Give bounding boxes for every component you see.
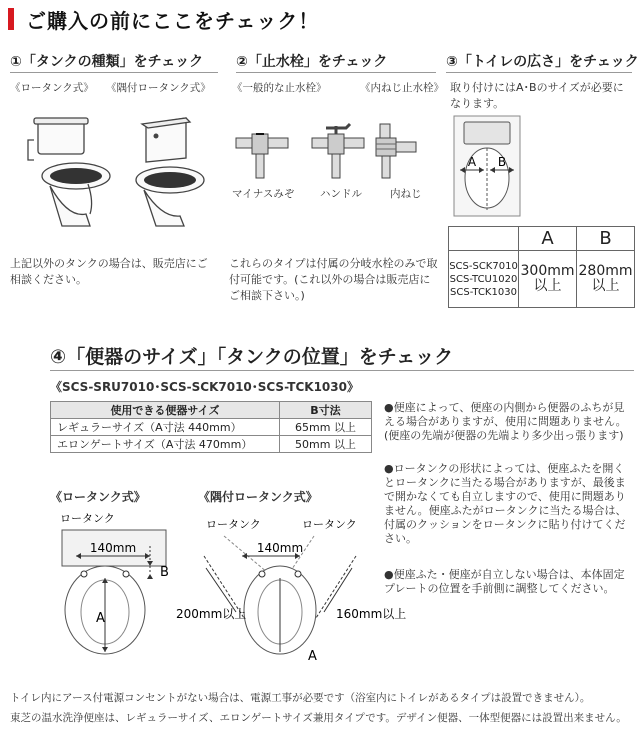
dim-a-label: A [467, 155, 477, 169]
corner-tank-position-diagram [174, 508, 407, 666]
valve-label-handle: ハンドル [320, 188, 362, 200]
section1-divider [10, 72, 218, 73]
space-table-b-value: 280mm以上 [577, 251, 635, 308]
diagram2-tank-right-label: ロータンク [302, 518, 357, 531]
table-row [51, 436, 372, 453]
toilet-space-diagram [452, 114, 522, 218]
diagram2-right-dim-label: 160mm以上 [336, 607, 407, 621]
valve-label-inner: 内ねじ [390, 188, 422, 200]
diagram1-b-label: B [160, 565, 169, 580]
section3-divider [446, 72, 632, 73]
note-item: ●便座によって、便座の内側から便器のふちが見える場合がありますが、使用に問題ありません。(便座の先端が便器の先端より多少出っ張ります) [384, 401, 627, 442]
low-tank-toilet-illustration [28, 118, 118, 228]
section1-type-corner-tank: 《隅付ロータンク式》 [106, 82, 211, 94]
section4-models: 《SCS-SRU7010･SCS-SCK7010･SCS-TCK1030》 [50, 380, 359, 394]
diagram2-a-label: A [308, 649, 317, 664]
table-row [51, 419, 372, 436]
valve-label-minus: マイナスみぞ [232, 188, 295, 200]
section2-type-general: 《一般的な止水栓》 [232, 82, 327, 94]
space-table-models [449, 251, 519, 308]
bowl-size-table [50, 401, 372, 453]
section1-type-low-tank: 《ロータンク式》 [10, 82, 94, 94]
bowl-table-head-b: B寸法 [280, 402, 372, 419]
space-table-corner [449, 227, 519, 251]
section2-title: ②「止水栓」をチェック [236, 54, 388, 70]
section1-title: ①「タンクの種類」をチェック [10, 54, 204, 70]
section1-note: 上記以外のタンクの場合は、販売店にご相談ください。 [10, 257, 208, 286]
section2-note: これらのタイプは付属の分岐水栓のみで取付可能です。(これ以外の場合は販売店にご相談下さい。) [229, 257, 438, 302]
bowl-table-cell: レギュラーサイズ（A寸法 440mm） [51, 419, 280, 436]
diagram2-width-label: 140mm [256, 541, 304, 555]
note-item: ●便座ふた・便座が自立しない場合は、本体固定プレートの位置を手前側に調整してください。 [384, 568, 625, 595]
inner-thread-valve-icon [372, 124, 428, 180]
space-table-head-a: A [519, 227, 577, 251]
bowl-table-cell: エロンゲートサイズ（A寸法 470mm） [51, 436, 280, 453]
header-accent-bar [8, 8, 14, 30]
section3-title: ③「トイレの広さ」をチェック [446, 54, 639, 70]
page-header [0, 0, 640, 40]
section2-divider [236, 72, 436, 73]
corner-tank-toilet-illustration [128, 118, 218, 228]
diagram1-title: 《ロータンク式》 [50, 490, 146, 504]
space-table-model: SCS-TCK1030 [450, 286, 517, 298]
handle-valve-icon [310, 124, 366, 180]
diagram2-left-dim-label: 200mm以上 [176, 607, 247, 621]
bowl-table-head-size: 使用できる便器サイズ [51, 402, 280, 419]
section4-divider [50, 370, 634, 371]
space-table-a-value: 300mm以上 [519, 251, 577, 308]
minus-groove-valve-icon [234, 124, 290, 180]
footer-note-power: トイレ内にアース付電源コンセントがない場合は、電源工事が必要です（浴室内にトイレがあるタイプは設置できません）。 [10, 692, 591, 704]
diagram1-a-label: A [96, 611, 105, 626]
section3-description: 取り付けにはA･Bのサイズが必要になります。 [450, 81, 624, 110]
space-table-model: SCS-TCU1020 [449, 273, 518, 285]
note-item: ●ロータンクの形状によっては、便座ふたを開くとロータンクに当たる場合がありますが、最後まで開かなくても自立しますので、使用に問題ありません。便座ふたがロータンクに当たる場合は、付属のクッションをロータンクに貼り付けてください。 [384, 462, 627, 545]
diagram2-title: 《隅付ロータンク式》 [198, 490, 318, 504]
dim-b-label: B [497, 155, 507, 169]
section4-title: ④「便器のサイズ」「タンクの位置」をチェック [50, 346, 454, 368]
space-table-model: SCS-SCK7010 [449, 260, 518, 272]
space-size-table [448, 226, 635, 308]
page-title: ご購入の前にここをチェック！ [26, 9, 320, 33]
diagram2-tank-left-label: ロータンク [206, 518, 261, 531]
section2-type-inner-thread: 《内ねじ止水栓》 [360, 82, 444, 94]
low-tank-position-diagram [50, 508, 190, 658]
diagram1-tank-label: ロータンク [60, 512, 115, 525]
bowl-table-cell: 65mm 以上 [280, 419, 372, 436]
space-table-head-b: B [577, 227, 635, 251]
diagram1-width-label: 140mm [89, 541, 137, 555]
bowl-table-cell: 50mm 以上 [280, 436, 372, 453]
footer-note-compat: 東芝の温水洗浄便座は、レギュラーサイズ、エロンゲートサイズ兼用タイプです。デザイン便器、一体型便器には設置出来ません。 [10, 712, 627, 724]
